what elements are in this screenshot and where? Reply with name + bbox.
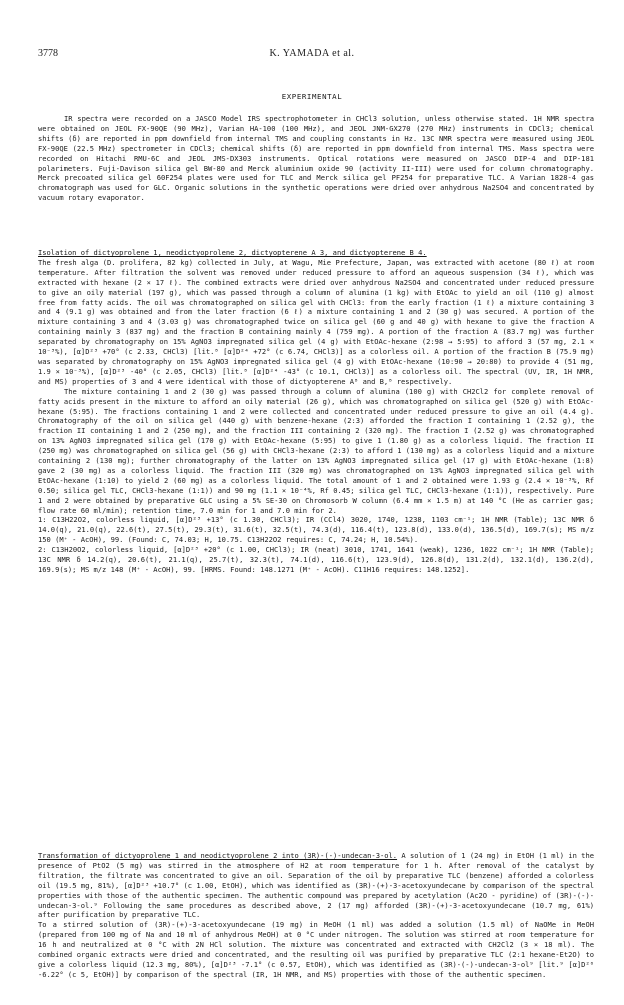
compound-2-data: 2: C13H20O2, colorless liquid, [α]D²³ +20° (c 1.00, CHCl3); IR (neat) 3010, 1741, 1641 (weak), 1236, 1022 cm⁻¹; 1H NMR (Table); 13C NMR δ 14.2(q), 20.6(t), 21.1(q), 25.7(t), 32.3(t), 74.1(d), 116.6(t), 123.9(d), 126.8(d), 131.2(d), 132.1(d), 136.2(d), 169.9(s); MS m/z 148 (M⁺ - AcOH), 99. [HRMS. Found: 148.1271 (M⁺ - AcOH). C11H16 requires: 148.1252]. — [38, 545, 594, 574]
transformation-section — [38, 851, 594, 980]
running-title: K. YAMADA et al. — [269, 48, 355, 59]
transformation-heading: Transformation of dictyoprolene 1 and neodictyoprolene 2 into (3R)-(-)-undecan-3-ol. — [38, 851, 398, 860]
compound-1-data: 1: C13H22O2, colorless liquid, [α]D²³ +13° (c 1.30, CHCl3); IR (CCl4) 3020, 1740, 1238, 1103 cm⁻¹; 1H NMR (Table); 13C NMR δ 14.0(q), 21.0(q), 22.6(t), 27.5(t), 29.3(t), 31.6(t), 32.5(t), 74.3(d), 116.4(t), 123.8(d), 133.0(d), 136.5(d), 169.7(s); MS m/z 150 (M⁺ - AcOH), 99. (Found: C, 74.03; H, 10.75. C13H22O2 requires: C, 74.24; H, 10.54%). — [38, 515, 594, 545]
isolation-paragraph-2: The mixture containing 1 and 2 (30 g) was passed through a column of alumina (100 g) with CH2Cl2 for complete removal of fatty acids present in the mixture to afford an oily material (26 g), which was chromatographed on silica gel (520 g) with EtOAc-hexane (5:95). The fractions containing 1 and 2 were collected and concentrated under reduced pressure to give an oil (4.4 g). Chromatography of the oil on silica gel (440 g) with benzene-hexane (2:3) afforded the fraction I containing 1 (2.52 g), the fraction II containing 1 and 2 (250 mg), and the fraction III containing 2 (320 mg). The fraction I (2.52 g) was chromatographed on 13% AgNO3 impregnated silica gel (170 g) with EtOAc-hexane (5:95) to give 1 (1.80 g) as a colorless liquid. The fraction II (250 mg) was chromatographed on silica gel (56 g) with CHCl3-hexane (2:3) to afford 1 (130 mg) as a colorless liquid and a mixture containing 2 (130 mg); further chromatography of the latter on 13% AgNO3 impregnated silica gel (17 g) with EtOAc-hexane (1:8) gave 2 (30 mg) as a colorless liquid. The fraction III (320 mg) was chromatographed on 13% AgNO3 impregnated silica gel with EtOAc-hexane (1:10) to yield 2 (60 mg) as a colorless liquid. The total amount of 1 and 2 obtained were 1.93 g (2.4 × 10⁻³%, Rf 0.50; silica gel TLC, CHCl3-hexane (1:1)) and 90 mg (1.1 × 10⁻⁴%, Rf 0.45; silica gel TLC, CHCl3-hexane (1:1)), respectively. Pure 1 and 2 were obtained by preparative GLC using a 5% SE-30 on Chromosorb W column (6.4 mm × 1.5 m) at 140 °C (He as carrier gas; flow rate 60 ml/min); retention time, 7.0 min for 1 and 7.0 min for 2. — [38, 386, 594, 515]
isolation-paragraph-1: The fresh alga (D. prolifera, 82 kg) collected in July, at Wagu, Mie Prefecture, Japan, was extracted with acetone (80 ℓ) at room temperature. After filtration the solvent was removed under reduced pressure to afford an aqueous suspension (34 ℓ), which was extracted with hexane (2 × 17 ℓ). The combined extracts were dried over anhydrous Na2SO4 and concentrated under reduced pressure to give an oily material (197 g), which was passed through a column of alumina (1 kg) with EtOAc to yield an oil (110 g) almost free from fatty acids. The oil was chromatographed on silica gel with CHCl3: from the early fraction (1 ℓ) a mixture containing 3 and 4 (9.1 g) was obtained and from the later fraction (6 ℓ) a mixture containing 1 and 2 (30 g) was secured. A portion of the mixture containing 3 and 4 (3.03 g) was chromatographed twice on silica gel (60 g and 40 g) with hexane to give the fraction A containing mainly 3 (837 mg) and the fraction B containing mainly 4 (759 mg). A portion of the fraction A (83.7 mg) was further separated by chromatography on 15% AgNO3 impregnated silica gel (4 g) with EtOAc-hexane (2:98 → 5:95) to afford 3 (57 mg, 2.1 × 10⁻³%), [α]D²³ +70° (c 2.33, CHCl3) [lit.⁸ [α]D²⁴ +72° (c 6.74, CHCl3)] as a colorless oil. A portion of the fraction B (75.9 mg) was separated by chromatography on 15% AgNO3 impregnated silica gel (4 g) with EtOAc-hexane (10:90 → 20:80) to provide 4 (51 mg, 1.9 × 10⁻³%), [α]D²³ -40° (c 2.05, CHCl3) [lit.⁸ [α]D²⁴ -43° (c 10.1, CHCl3)] as a colorless oil. The spectral (UV, IR, 1H NMR, and MS) properties of 3 and 4 were identical with those of dictyopterene A⁸ and B,⁸ respectively. — [38, 257, 594, 386]
page-header — [38, 48, 586, 62]
general-methods — [38, 114, 594, 203]
isolation-section — [38, 248, 594, 575]
transformation-paragraph-2: To a stirred solution of (3R)-(+)-3-acetoxyundecane (19 mg) in MeOH (1 ml) was added a solution (1.5 ml) of NaOMe in MeOH (prepared from 100 mg of Na and 10 ml of anhydrous MeOH) at 0 °C under nitrogen. The solution was stirred at room temperature for 16 h and neutralized at 0 °C with 2N HCl solution. The mixture was concentrated and extracted with CH2Cl2 (3 × 18 ml). The combined organic extracts were dried and concentrated, and the resulting oil was purified by preparative TLC (2:1 hexane-Et2O) to give a colorless liquid (12.3 mg, 80%), [α]D²³ -7.1° (c 0.57, EtOH), which was identified as (3R)-(-)-undecan-3-ol⁹ [lit.⁹ [α]D²⁰ -6.22° (c 5, EtOH)] by comparison of the spectral (IR, 1H NMR, and MS) properties with those of the authentic specimen. — [38, 920, 594, 979]
page-number: 3778 — [38, 48, 58, 59]
section-title: EXPERIMENTAL — [281, 92, 343, 101]
general-paragraph: IR spectra were recorded on a JASCO Model IRS spectrophotometer in CHCl3 solution, unless otherwise stated. 1H NMR spectra were obtained on JEOL FX-90QE (90 MHz), Varian HA-100 (100 MHz), and JEOL JNM-GX270 (270 MHz) instruments in CDCl3; chemical shifts (δ) are reported in ppm downfield from internal TMS and coupling constants in Hz. 13C NMR spectra were measured using JEOL FX-90QE (22.5 MHz) spectrometer in CDCl3; chemical shifts (δ) are reported in ppm downfield from internal TMS. Mass spectra were recorded on Hitachi RMU-6C and JEOL JMS-DX303 instruments. Optical rotations were measured on JASCO DIP-4 and DIP-181 polarimeters. Fuji-Davison silica gel BW-80 and Merck aluminium oxide 90 (activity II-III) were used for column chromatography. Merck precoated silica gel 60F254 plates were used for TLC and Merck silica gel PF254 for preparative TLC. A Varian 1828-4 gas chromatograph was used for GLC. Organic solutions in the synthetic operations were dried over anhydrous Na2SO4 and concentrated by vacuum rotary evaporator. — [38, 114, 594, 203]
isolation-heading: Isolation of dictyoprolene 1, neodictyoprolene 2, dictyopterene A 3, and dictyopterene B 4. — [38, 248, 427, 257]
transformation-paragraph-1: A solution of 1 (24 mg) in EtOH (1 ml) in the presence of PtO2 (5 mg) was stirred in the atmosphere of H2 at room temperature for 1 h. After removal of the catalyst by filtration, the filtrate was concentrated to give an oil. Separation of the oil by preparative TLC (benzene) afforded a colorless oil (19.5 mg, 81%), [α]D²³ +10.7° (c 1.00, EtOH), which was identified as (3R)-(+)-3-acetoxyundecane by comparison of the spectral properties with those of the authentic specimen. The authentic compound was prepared by acetylation (Ac2O - pyridine) of (3R)-(-)-undecan-3-ol.⁹ Following the same procedures as described above, 2 (17 mg) afforded (3R)-(+)-3-acetoxyundecane (10.7 mg, 61%) after purification by preparative TLC. — [38, 851, 594, 920]
